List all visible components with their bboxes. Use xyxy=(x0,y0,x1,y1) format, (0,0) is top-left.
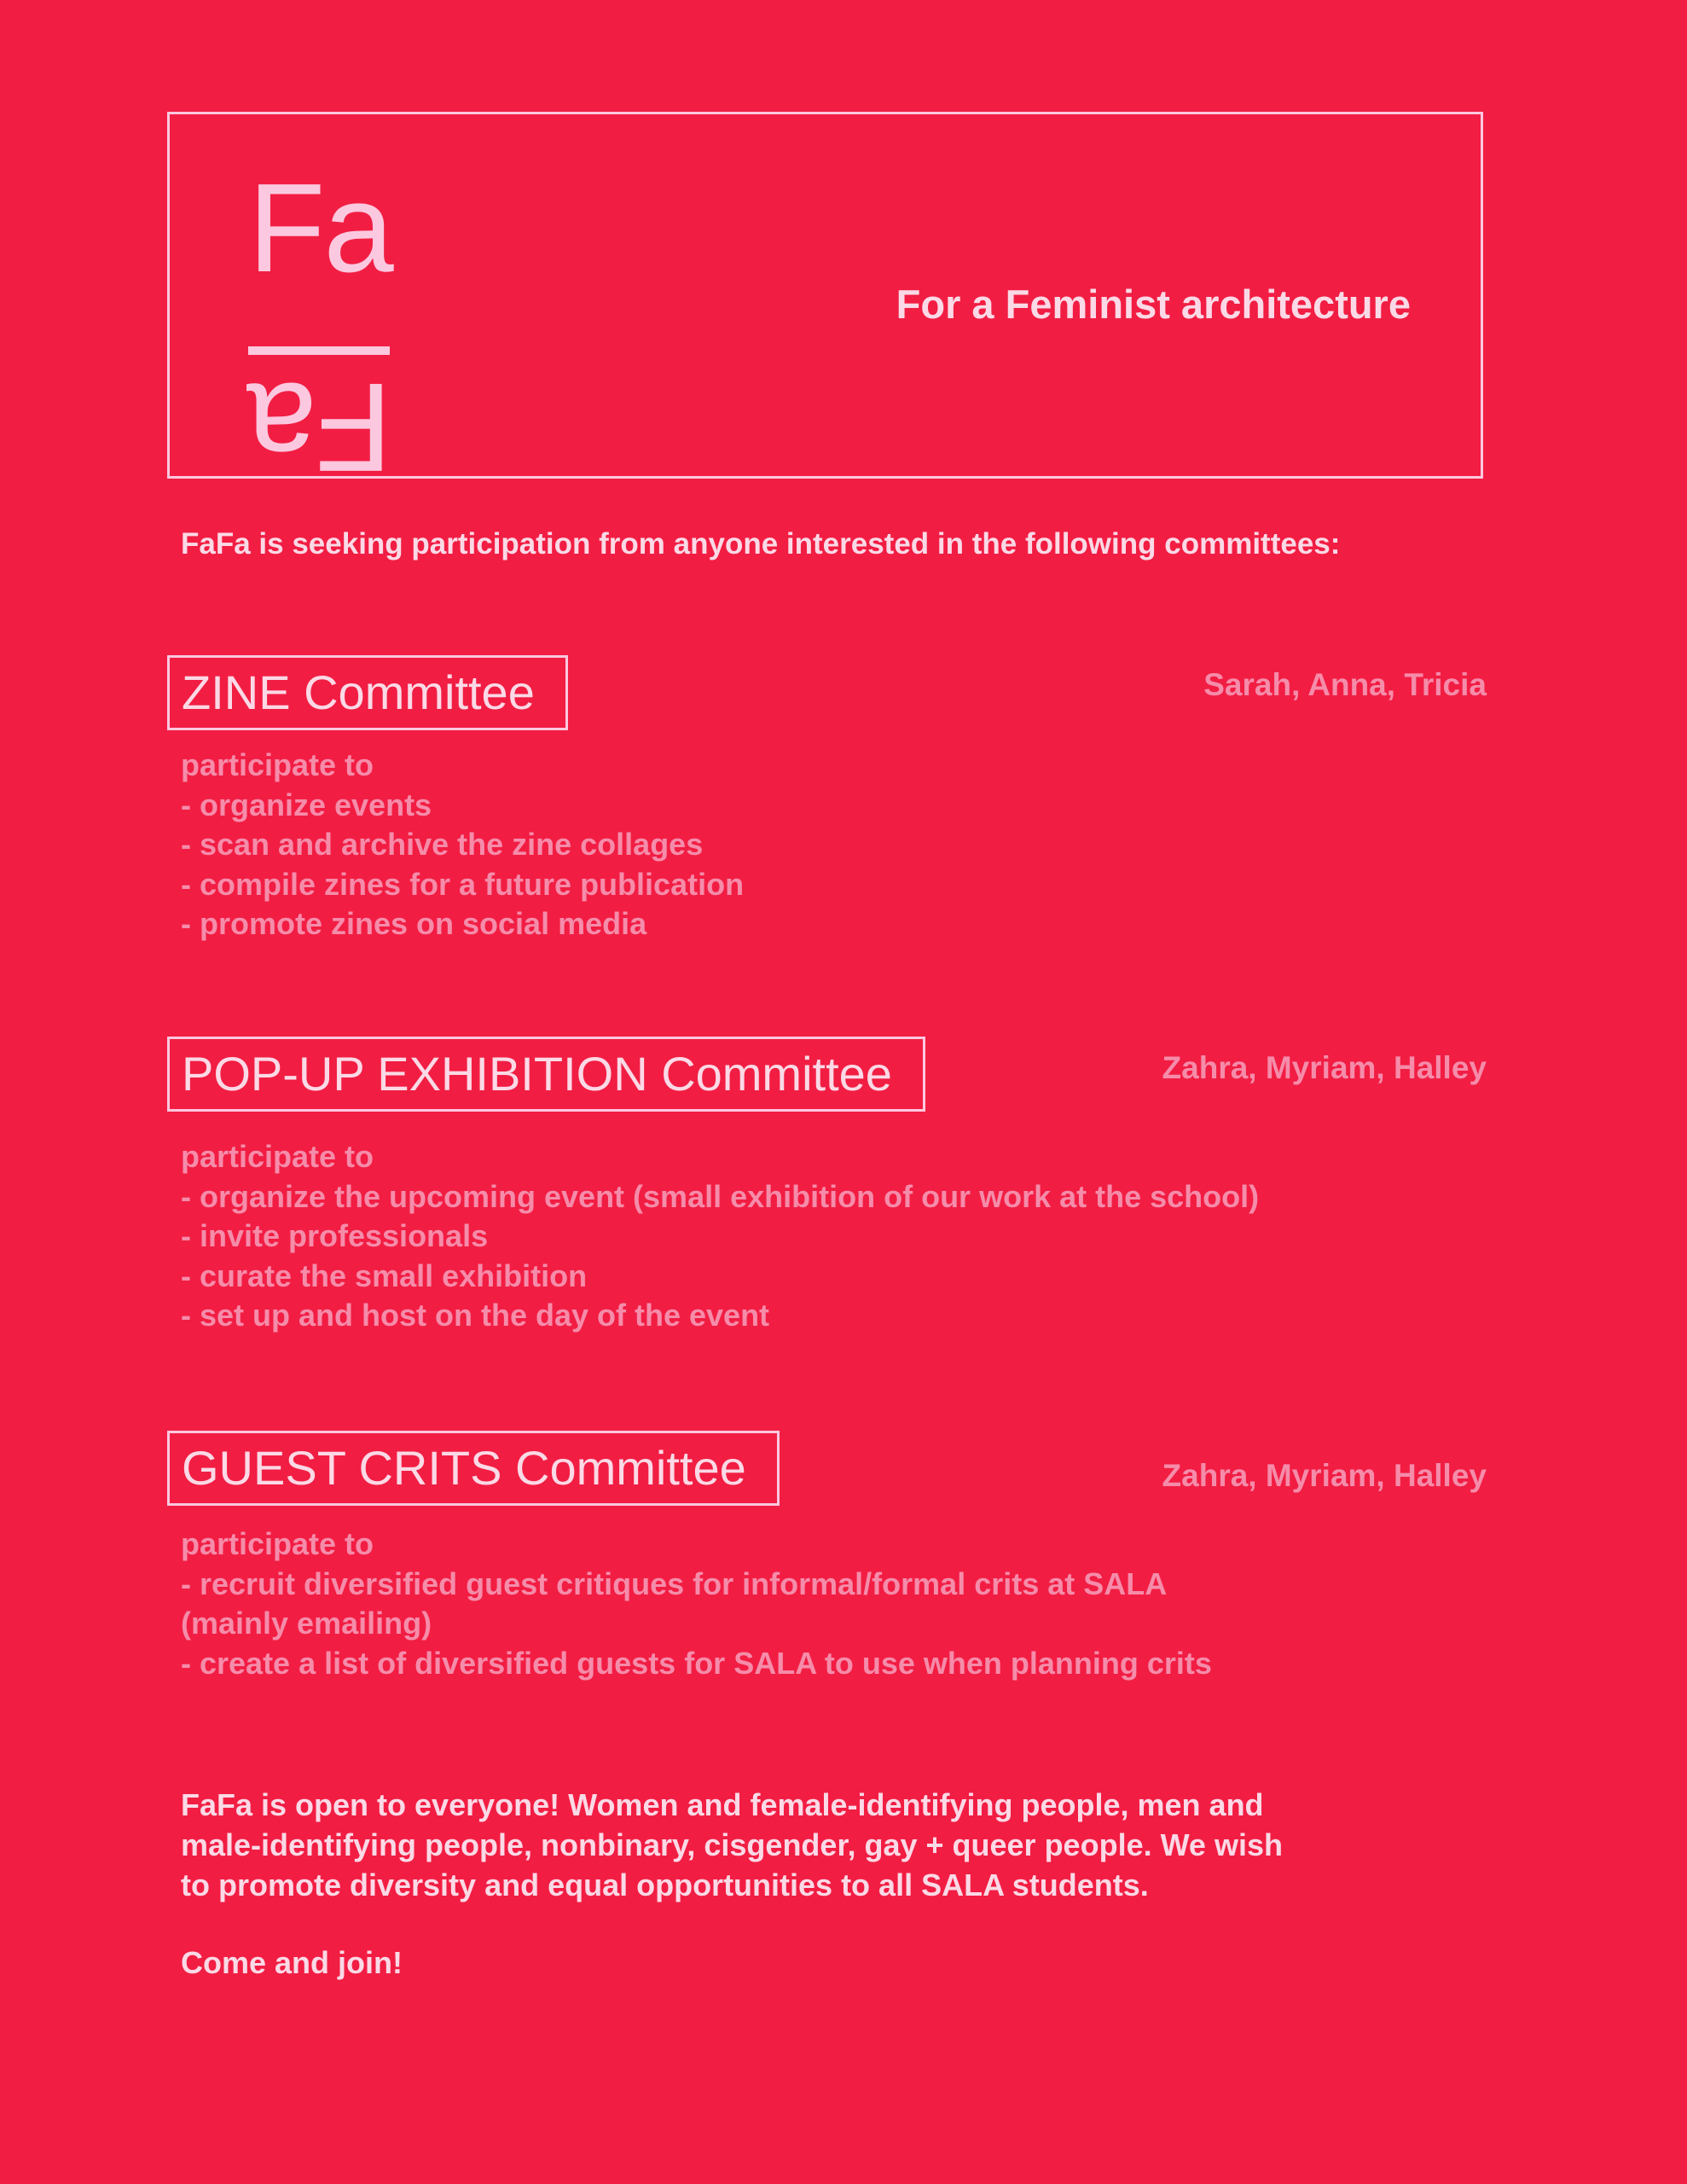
fafa-logo xyxy=(248,158,410,497)
closing-line: to promote diversity and equal opportunities to all SALA students. xyxy=(181,1867,1149,1902)
task-line: - scan and archive the zine collages xyxy=(181,827,704,862)
logo-text-bottom-inverted: Fa xyxy=(248,357,392,497)
committee-title: ZINE Committee xyxy=(167,655,568,730)
committee-tasks xyxy=(167,746,1487,944)
header-box xyxy=(167,112,1483,497)
task-line: - create a list of diversified guests for SALA to use when planning crits xyxy=(181,1645,1212,1681)
closing-paragraph xyxy=(181,1785,1283,1905)
task-line: participate to xyxy=(181,1526,374,1561)
task-line: - promote zines on social media xyxy=(181,906,647,941)
intro-text: FaFa is seeking participation from anyone interested in the following committees: xyxy=(181,527,1341,561)
task-line: - compile zines for a future publication xyxy=(181,866,745,902)
committee-pop-up-exhibition xyxy=(167,1037,1487,1336)
committee-guest-crits xyxy=(167,1431,1487,1683)
committee-title: POP-UP EXHIBITION Committee xyxy=(167,1037,925,1112)
committee-tasks xyxy=(167,1137,1487,1336)
task-line: - organize the upcoming event (small exhibition of our work at the school) xyxy=(181,1178,1260,1214)
header-title: For a Feminist architecture xyxy=(896,282,1411,327)
task-line: - curate the small exhibition xyxy=(181,1258,588,1293)
task-line: participate to xyxy=(181,747,374,782)
closing-line: FaFa is open to everyone! Women and female-identifying people, men and xyxy=(181,1787,1264,1822)
logo-text-top: Fa xyxy=(248,158,392,299)
committee-members: Zahra, Myriam, Halley xyxy=(1162,1050,1487,1085)
task-line: - recruit diversified guest critiques for informal/formal crits at SALA xyxy=(181,1565,1168,1601)
committee-tasks xyxy=(167,1525,1487,1683)
committee-members: Sarah, Anna, Tricia xyxy=(1203,667,1487,702)
logo-divider xyxy=(248,346,390,355)
task-line: (mainly emailing) xyxy=(181,1606,432,1641)
closing-line: male-identifying people, nonbinary, cisgender, gay + queer people. We wish xyxy=(181,1827,1283,1862)
task-line: participate to xyxy=(181,1139,374,1174)
committee-zine xyxy=(167,655,1487,944)
committee-members: Zahra, Myriam, Halley xyxy=(1162,1458,1487,1493)
task-line: - invite professionals xyxy=(181,1218,489,1253)
join-call-to-action: Come and join! xyxy=(181,1945,403,1980)
committee-title: GUEST CRITS Committee xyxy=(167,1431,780,1506)
task-line: - organize events xyxy=(181,787,432,822)
task-line: - set up and host on the day of the event xyxy=(181,1298,770,1333)
